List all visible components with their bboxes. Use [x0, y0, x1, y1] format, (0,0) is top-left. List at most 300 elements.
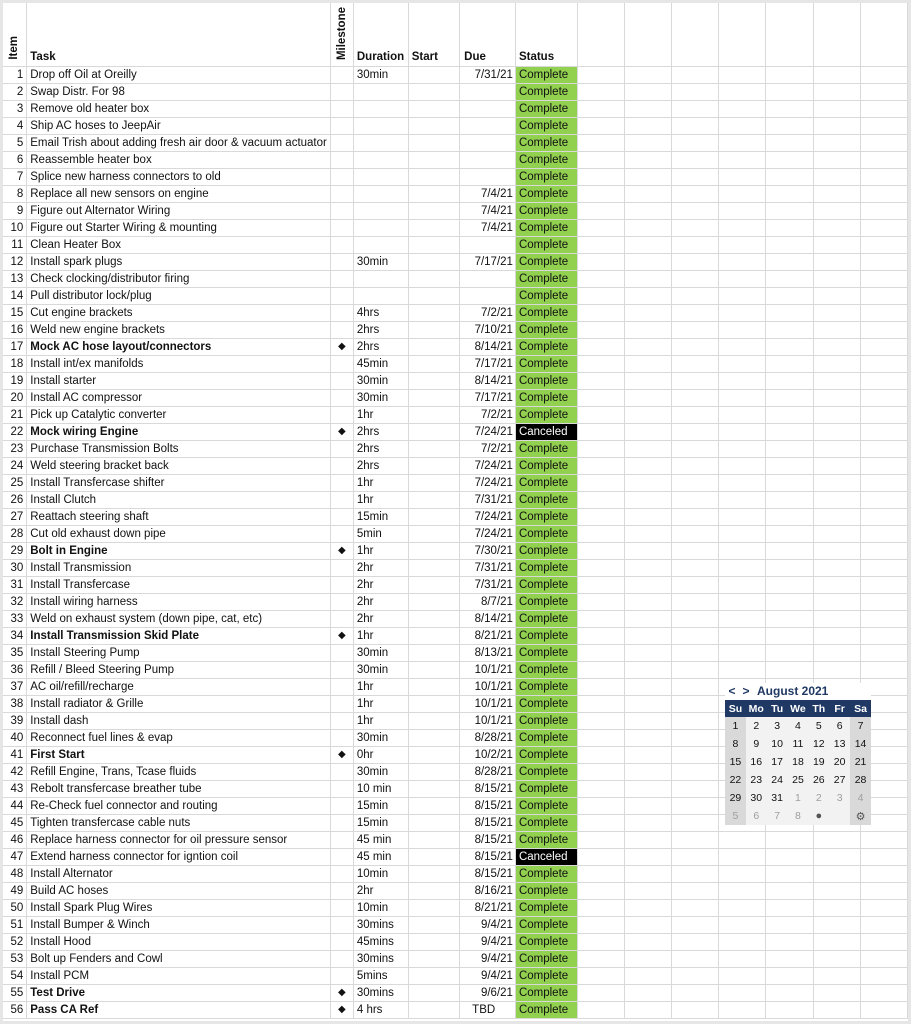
due-cell[interactable]: 8/7/21 [460, 594, 516, 611]
empty-cell[interactable] [813, 1002, 860, 1019]
calendar-day[interactable]: 29 [725, 789, 746, 807]
task-cell[interactable]: Install Clutch [27, 492, 331, 509]
duration-cell[interactable]: 2hr [353, 560, 408, 577]
header-status[interactable]: Status [515, 3, 577, 67]
status-cell[interactable]: Complete [515, 526, 577, 543]
item-number-cell[interactable]: 18 [3, 356, 27, 373]
empty-cell[interactable] [672, 968, 719, 985]
milestone-cell[interactable] [330, 67, 353, 84]
milestone-cell[interactable] [330, 934, 353, 951]
empty-cell[interactable] [719, 169, 766, 186]
empty-cell[interactable] [719, 509, 766, 526]
empty-cell[interactable] [719, 305, 766, 322]
status-cell[interactable]: Complete [515, 679, 577, 696]
item-number-cell[interactable]: 51 [3, 917, 27, 934]
empty-cell[interactable] [860, 135, 907, 152]
empty-cell[interactable] [624, 526, 671, 543]
empty-cell[interactable] [719, 832, 766, 849]
status-cell[interactable]: Complete [515, 798, 577, 815]
help-icon[interactable]: ● [808, 807, 829, 825]
status-cell[interactable]: Complete [515, 577, 577, 594]
start-cell[interactable] [408, 713, 459, 730]
empty-cell[interactable] [813, 135, 860, 152]
due-cell[interactable]: 8/15/21 [460, 798, 516, 815]
task-cell[interactable]: Re-Check fuel connector and routing [27, 798, 331, 815]
duration-cell[interactable] [353, 101, 408, 118]
empty-cell[interactable] [766, 458, 813, 475]
empty-cell[interactable] [813, 237, 860, 254]
duration-cell[interactable]: 30min [353, 645, 408, 662]
task-cell[interactable]: Drop off Oil at Oreilly [27, 67, 331, 84]
duration-cell[interactable]: 1hr [353, 696, 408, 713]
due-cell[interactable]: 8/21/21 [460, 628, 516, 645]
duration-cell[interactable] [353, 220, 408, 237]
start-cell[interactable] [408, 203, 459, 220]
empty-cell[interactable] [766, 186, 813, 203]
empty-cell[interactable] [860, 305, 907, 322]
status-cell[interactable]: Complete [515, 662, 577, 679]
empty-cell[interactable] [719, 611, 766, 628]
empty-cell[interactable] [813, 424, 860, 441]
empty-cell[interactable] [860, 288, 907, 305]
due-cell[interactable]: 8/15/21 [460, 815, 516, 832]
due-cell[interactable]: 8/14/21 [460, 339, 516, 356]
empty-cell[interactable] [672, 730, 719, 747]
item-number-cell[interactable]: 19 [3, 373, 27, 390]
due-cell[interactable]: 7/2/21 [460, 305, 516, 322]
start-cell[interactable] [408, 815, 459, 832]
duration-cell[interactable] [353, 288, 408, 305]
task-cell[interactable]: Pass CA Ref [27, 1002, 331, 1019]
empty-cell[interactable] [624, 424, 671, 441]
empty-cell[interactable] [577, 441, 624, 458]
start-cell[interactable] [408, 390, 459, 407]
duration-cell[interactable]: 30mins [353, 951, 408, 968]
milestone-cell[interactable] [330, 135, 353, 152]
empty-cell[interactable] [719, 951, 766, 968]
task-cell[interactable]: Clean Heater Box [27, 237, 331, 254]
start-cell[interactable] [408, 696, 459, 713]
empty-cell[interactable] [577, 305, 624, 322]
empty-cell[interactable] [624, 373, 671, 390]
due-cell[interactable]: 7/10/21 [460, 322, 516, 339]
start-cell[interactable] [408, 135, 459, 152]
empty-cell[interactable] [813, 560, 860, 577]
empty-cell[interactable] [813, 220, 860, 237]
task-cell[interactable]: Rebolt transfercase breather tube [27, 781, 331, 798]
due-cell[interactable]: 8/14/21 [460, 611, 516, 628]
milestone-cell[interactable] [330, 254, 353, 271]
item-number-cell[interactable]: 10 [3, 220, 27, 237]
item-number-cell[interactable]: 24 [3, 458, 27, 475]
empty-cell[interactable] [719, 662, 766, 679]
milestone-cell[interactable]: ◆ [330, 543, 353, 560]
start-cell[interactable] [408, 220, 459, 237]
empty-cell[interactable] [624, 730, 671, 747]
duration-cell[interactable]: 5min [353, 526, 408, 543]
milestone-cell[interactable] [330, 101, 353, 118]
empty-cell[interactable] [860, 441, 907, 458]
empty-cell[interactable] [672, 543, 719, 560]
milestone-cell[interactable]: ◆ [330, 424, 353, 441]
duration-cell[interactable] [353, 271, 408, 288]
empty-cell[interactable] [719, 594, 766, 611]
status-cell[interactable]: Complete [515, 594, 577, 611]
empty-cell[interactable] [813, 305, 860, 322]
duration-cell[interactable]: 2hrs [353, 339, 408, 356]
empty-cell[interactable] [624, 866, 671, 883]
duration-cell[interactable]: 10 min [353, 781, 408, 798]
status-cell[interactable]: Complete [515, 509, 577, 526]
start-cell[interactable] [408, 849, 459, 866]
empty-cell[interactable] [577, 458, 624, 475]
due-cell[interactable]: 9/4/21 [460, 934, 516, 951]
task-cell[interactable]: Swap Distr. For 98 [27, 84, 331, 101]
duration-cell[interactable]: 15min [353, 798, 408, 815]
empty-cell[interactable] [672, 883, 719, 900]
item-number-cell[interactable]: 55 [3, 985, 27, 1002]
empty-cell[interactable] [719, 628, 766, 645]
empty-cell[interactable] [577, 169, 624, 186]
empty-cell[interactable] [860, 645, 907, 662]
task-cell[interactable]: Install radiator & Grille [27, 696, 331, 713]
empty-cell[interactable] [624, 543, 671, 560]
task-cell[interactable]: Figure out Starter Wiring & mounting [27, 220, 331, 237]
empty-cell[interactable] [766, 985, 813, 1002]
empty-cell[interactable] [624, 441, 671, 458]
start-cell[interactable] [408, 594, 459, 611]
duration-cell[interactable]: 10min [353, 866, 408, 883]
item-number-cell[interactable]: 16 [3, 322, 27, 339]
calendar-day[interactable]: 26 [808, 771, 829, 789]
empty-cell[interactable] [719, 475, 766, 492]
start-cell[interactable] [408, 764, 459, 781]
calendar-day[interactable]: 31 [767, 789, 788, 807]
due-cell[interactable] [460, 237, 516, 254]
due-cell[interactable]: 7/31/21 [460, 492, 516, 509]
empty-cell[interactable] [813, 543, 860, 560]
duration-cell[interactable]: 30min [353, 764, 408, 781]
empty-cell[interactable] [813, 271, 860, 288]
status-cell[interactable]: Canceled [515, 849, 577, 866]
empty-cell[interactable] [766, 152, 813, 169]
empty-cell[interactable] [672, 849, 719, 866]
item-number-cell[interactable]: 6 [3, 152, 27, 169]
status-cell[interactable]: Complete [515, 101, 577, 118]
empty-cell[interactable] [719, 390, 766, 407]
status-cell[interactable]: Complete [515, 645, 577, 662]
duration-cell[interactable]: 2hr [353, 883, 408, 900]
empty-cell[interactable] [624, 951, 671, 968]
task-cell[interactable]: Test Drive [27, 985, 331, 1002]
start-cell[interactable] [408, 917, 459, 934]
empty-cell[interactable] [766, 373, 813, 390]
empty-cell[interactable] [766, 237, 813, 254]
empty-cell[interactable] [860, 407, 907, 424]
milestone-cell[interactable] [330, 594, 353, 611]
task-cell[interactable]: Mock AC hose layout/connectors [27, 339, 331, 356]
empty-cell[interactable] [813, 611, 860, 628]
empty-cell[interactable] [672, 84, 719, 101]
due-cell[interactable]: 7/24/21 [460, 458, 516, 475]
empty-cell[interactable] [672, 441, 719, 458]
empty-cell[interactable] [577, 713, 624, 730]
empty-cell[interactable] [672, 815, 719, 832]
task-cell[interactable]: First Start [27, 747, 331, 764]
status-cell[interactable]: Complete [515, 475, 577, 492]
empty-cell[interactable] [624, 203, 671, 220]
due-cell[interactable] [460, 84, 516, 101]
empty-cell[interactable] [577, 764, 624, 781]
duration-cell[interactable]: 30mins [353, 985, 408, 1002]
empty-cell[interactable] [577, 662, 624, 679]
empty-cell[interactable] [624, 832, 671, 849]
milestone-cell[interactable]: ◆ [330, 628, 353, 645]
due-cell[interactable]: 8/15/21 [460, 832, 516, 849]
calendar-day[interactable]: 2 [746, 717, 767, 735]
empty-cell[interactable] [577, 951, 624, 968]
empty-cell[interactable] [672, 866, 719, 883]
milestone-cell[interactable]: ◆ [330, 1002, 353, 1019]
start-cell[interactable] [408, 934, 459, 951]
empty-cell[interactable] [624, 186, 671, 203]
due-cell[interactable]: 7/24/21 [460, 526, 516, 543]
item-number-cell[interactable]: 45 [3, 815, 27, 832]
empty-cell[interactable] [624, 849, 671, 866]
calendar-day[interactable]: 10 [767, 735, 788, 753]
duration-cell[interactable] [353, 169, 408, 186]
status-cell[interactable]: Complete [515, 390, 577, 407]
task-cell[interactable]: Install PCM [27, 968, 331, 985]
empty-cell[interactable] [672, 951, 719, 968]
due-cell[interactable]: 9/4/21 [460, 951, 516, 968]
empty-cell[interactable] [766, 288, 813, 305]
task-cell[interactable]: Ship AC hoses to JeepAir [27, 118, 331, 135]
due-cell[interactable]: 7/17/21 [460, 390, 516, 407]
empty-cell[interactable] [813, 866, 860, 883]
due-cell[interactable]: 8/21/21 [460, 900, 516, 917]
empty-cell[interactable] [577, 832, 624, 849]
empty-cell[interactable] [624, 645, 671, 662]
milestone-cell[interactable] [330, 679, 353, 696]
item-number-cell[interactable]: 20 [3, 390, 27, 407]
start-cell[interactable] [408, 186, 459, 203]
empty-cell[interactable] [672, 1002, 719, 1019]
item-number-cell[interactable]: 39 [3, 713, 27, 730]
milestone-cell[interactable] [330, 407, 353, 424]
milestone-cell[interactable] [330, 118, 353, 135]
duration-cell[interactable] [353, 237, 408, 254]
due-cell[interactable]: 7/2/21 [460, 407, 516, 424]
empty-cell[interactable] [624, 679, 671, 696]
empty-cell[interactable] [624, 67, 671, 84]
empty-cell[interactable] [672, 509, 719, 526]
milestone-cell[interactable] [330, 305, 353, 322]
empty-cell[interactable] [624, 985, 671, 1002]
empty-cell[interactable] [672, 492, 719, 509]
calendar-day[interactable]: 23 [746, 771, 767, 789]
task-cell[interactable]: Install Transfercase [27, 577, 331, 594]
status-cell[interactable]: Complete [515, 152, 577, 169]
status-cell[interactable]: Complete [515, 543, 577, 560]
empty-cell[interactable] [577, 798, 624, 815]
empty-cell[interactable] [577, 866, 624, 883]
empty-cell[interactable] [813, 662, 860, 679]
empty-cell[interactable] [672, 407, 719, 424]
item-number-cell[interactable]: 28 [3, 526, 27, 543]
empty-cell[interactable] [577, 237, 624, 254]
empty-cell[interactable] [624, 900, 671, 917]
status-cell[interactable]: Complete [515, 781, 577, 798]
empty-cell[interactable] [719, 968, 766, 985]
empty-cell[interactable] [719, 288, 766, 305]
empty-cell[interactable] [577, 577, 624, 594]
due-cell[interactable]: 8/15/21 [460, 781, 516, 798]
due-cell[interactable]: 7/4/21 [460, 203, 516, 220]
item-number-cell[interactable]: 22 [3, 424, 27, 441]
due-cell[interactable]: 7/31/21 [460, 67, 516, 84]
task-cell[interactable]: Check clocking/distributor firing [27, 271, 331, 288]
item-number-cell[interactable]: 34 [3, 628, 27, 645]
empty-cell[interactable] [766, 322, 813, 339]
status-cell[interactable]: Complete [515, 628, 577, 645]
empty-cell[interactable] [624, 713, 671, 730]
empty-cell[interactable] [766, 424, 813, 441]
empty-cell[interactable] [766, 560, 813, 577]
calendar-day[interactable]: 14 [850, 735, 871, 753]
empty-cell[interactable] [672, 628, 719, 645]
empty-cell[interactable] [577, 628, 624, 645]
calendar-day[interactable]: 6 [746, 807, 767, 825]
start-cell[interactable] [408, 84, 459, 101]
start-cell[interactable] [408, 101, 459, 118]
duration-cell[interactable] [353, 203, 408, 220]
start-cell[interactable] [408, 628, 459, 645]
empty-cell[interactable] [672, 458, 719, 475]
empty-cell[interactable] [860, 322, 907, 339]
empty-cell[interactable] [860, 339, 907, 356]
start-cell[interactable] [408, 322, 459, 339]
empty-cell[interactable] [813, 203, 860, 220]
empty-cell[interactable] [577, 424, 624, 441]
milestone-cell[interactable] [330, 781, 353, 798]
due-cell[interactable] [460, 288, 516, 305]
empty-cell[interactable] [766, 203, 813, 220]
empty-cell[interactable] [672, 101, 719, 118]
task-cell[interactable]: Install Bumper & Winch [27, 917, 331, 934]
calendar-day[interactable]: 20 [829, 753, 850, 771]
empty-cell[interactable] [672, 169, 719, 186]
milestone-cell[interactable] [330, 968, 353, 985]
item-number-cell[interactable]: 36 [3, 662, 27, 679]
empty-cell[interactable] [719, 543, 766, 560]
item-number-cell[interactable]: 50 [3, 900, 27, 917]
duration-cell[interactable]: 30min [353, 67, 408, 84]
empty-cell[interactable] [672, 390, 719, 407]
milestone-cell[interactable] [330, 730, 353, 747]
empty-cell[interactable] [672, 747, 719, 764]
item-number-cell[interactable]: 31 [3, 577, 27, 594]
empty-cell[interactable] [860, 203, 907, 220]
empty-cell[interactable] [860, 577, 907, 594]
item-number-cell[interactable]: 4 [3, 118, 27, 135]
task-cell[interactable]: Weld on exhaust system (down pipe, cat, etc) [27, 611, 331, 628]
item-number-cell[interactable]: 21 [3, 407, 27, 424]
empty-cell[interactable] [672, 764, 719, 781]
empty-cell[interactable] [624, 458, 671, 475]
milestone-cell[interactable] [330, 611, 353, 628]
status-cell[interactable]: Complete [515, 271, 577, 288]
due-cell[interactable]: 7/24/21 [460, 475, 516, 492]
due-cell[interactable]: 7/30/21 [460, 543, 516, 560]
calendar-day[interactable]: 3 [829, 789, 850, 807]
status-cell[interactable]: Complete [515, 713, 577, 730]
due-cell[interactable]: TBD [460, 1002, 516, 1019]
empty-cell[interactable] [719, 492, 766, 509]
empty-cell[interactable] [672, 305, 719, 322]
duration-cell[interactable]: 1hr [353, 407, 408, 424]
empty-cell[interactable] [860, 883, 907, 900]
empty-cell[interactable] [813, 101, 860, 118]
empty-cell[interactable] [719, 458, 766, 475]
status-cell[interactable]: Complete [515, 186, 577, 203]
empty-cell[interactable] [766, 577, 813, 594]
milestone-cell[interactable] [330, 288, 353, 305]
item-number-cell[interactable]: 56 [3, 1002, 27, 1019]
empty-cell[interactable] [719, 985, 766, 1002]
empty-cell[interactable] [577, 509, 624, 526]
empty-cell[interactable] [672, 662, 719, 679]
empty-cell[interactable] [624, 798, 671, 815]
empty-cell[interactable] [813, 322, 860, 339]
empty-cell[interactable] [860, 220, 907, 237]
empty-cell[interactable] [577, 356, 624, 373]
empty-cell[interactable] [813, 339, 860, 356]
item-number-cell[interactable]: 3 [3, 101, 27, 118]
item-number-cell[interactable]: 40 [3, 730, 27, 747]
empty-cell[interactable] [577, 747, 624, 764]
item-number-cell[interactable]: 26 [3, 492, 27, 509]
empty-cell[interactable] [766, 305, 813, 322]
status-cell[interactable]: Complete [515, 951, 577, 968]
empty-cell[interactable] [860, 390, 907, 407]
due-cell[interactable] [460, 101, 516, 118]
milestone-cell[interactable] [330, 492, 353, 509]
duration-cell[interactable]: 1hr [353, 475, 408, 492]
calendar-day[interactable]: 19 [808, 753, 829, 771]
empty-cell[interactable] [624, 322, 671, 339]
empty-cell[interactable] [719, 237, 766, 254]
due-cell[interactable]: 7/17/21 [460, 356, 516, 373]
status-cell[interactable]: Complete [515, 696, 577, 713]
duration-cell[interactable]: 2hr [353, 577, 408, 594]
task-cell[interactable]: Reconnect fuel lines & evap [27, 730, 331, 747]
empty-cell[interactable] [813, 356, 860, 373]
empty-cell[interactable] [624, 628, 671, 645]
empty-cell[interactable] [577, 152, 624, 169]
empty-cell[interactable] [766, 594, 813, 611]
empty-cell[interactable] [813, 458, 860, 475]
empty-cell[interactable] [672, 288, 719, 305]
header-item[interactable] [3, 3, 27, 67]
empty-cell[interactable] [719, 577, 766, 594]
empty-cell[interactable] [719, 560, 766, 577]
due-cell[interactable]: 7/31/21 [460, 560, 516, 577]
item-number-cell[interactable]: 29 [3, 543, 27, 560]
empty-cell[interactable] [719, 339, 766, 356]
empty-cell[interactable] [813, 84, 860, 101]
task-cell[interactable]: Install Hood [27, 934, 331, 951]
